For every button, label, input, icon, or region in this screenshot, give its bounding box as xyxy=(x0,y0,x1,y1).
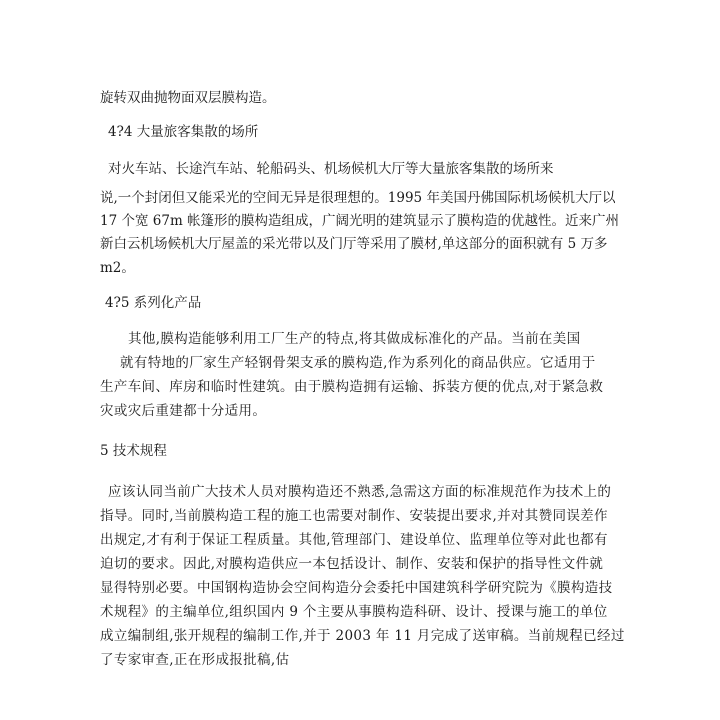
paragraph-line: 新白云机场候机大厅屋盖的采光带以及门厅等采用了膜材,单这部分的面积就有 5 万多 xyxy=(100,236,608,252)
paragraph-line: 成立编制组,张开规程的编制工作,并于 2003 年 11 月完成了送审稿。当前规程已经过 xyxy=(100,628,625,644)
section-heading: 4?5 系列化产品 xyxy=(105,295,202,311)
paragraph-line: 迫切的要求。因此,对膜构造供应一本包括设计、制作、安装和保护的指导性文件就 xyxy=(100,556,604,572)
paragraph-line: 对火车站、长途汽车站、轮船码头、机场候机大厅等大量旅客集散的场所来 xyxy=(108,161,554,177)
paragraph-line: 其他,膜构造能够利用工厂生产的特点,将其做成标准化的产品。当前在美国 xyxy=(128,331,581,347)
paragraph-line: 显得特别必要。中国钢构造协会空间构造分会委托中国建筑科学研究院为《膜构造技 xyxy=(100,580,613,596)
paragraph-line: 灾或灾后重建都十分适用。 xyxy=(100,403,267,419)
section-heading: 5 技术规程 xyxy=(100,443,167,459)
paragraph-line: 17 个宽 67m 帐篷形的膜构造组成，广阔光明的建筑显示了膜构造的优越性。近来广州 xyxy=(100,213,620,229)
paragraph-line: 旋转双曲抛物面双层膜构造。 xyxy=(100,90,276,106)
paragraph-line: 指导。同时,当前膜构造工程的施工也需要对制作、安装提出要求,并对其赞同误差作 xyxy=(100,508,608,524)
paragraph-line: 术规程》的主编单位,组织国内 9 个主要从事膜构造科研、设计、授课与施工的单位 xyxy=(100,604,608,620)
paragraph-line: 出规定,才有利于保证工程质量。其他,管理部门、建设单位、监理单位等对此也都有 xyxy=(100,532,608,548)
paragraph-line: 生产车间、库房和临时性建筑。由于膜构造拥有运输、拆装方便的优点,对于紧急救 xyxy=(100,379,604,395)
paragraph-line: 说,一个封闭但又能采光的空间无异是很理想的。1995 年美国丹佛国际机场候机大厅以 xyxy=(100,190,616,206)
paragraph-line: 了专家审查,正在形成报批稿,估 xyxy=(100,652,290,668)
paragraph-line: 就有特地的厂家生产轻钢骨架支承的膜构造,作为系列化的商品供应。它适用于 xyxy=(120,355,596,371)
paragraph-line: 应该认同当前广大技术人员对膜构造还不熟悉,急需这方面的标准规范作为技术上的 xyxy=(108,484,612,500)
section-heading: 4?4 大量旅客集散的场所 xyxy=(108,124,259,140)
paragraph-line: m2。 xyxy=(100,260,135,276)
